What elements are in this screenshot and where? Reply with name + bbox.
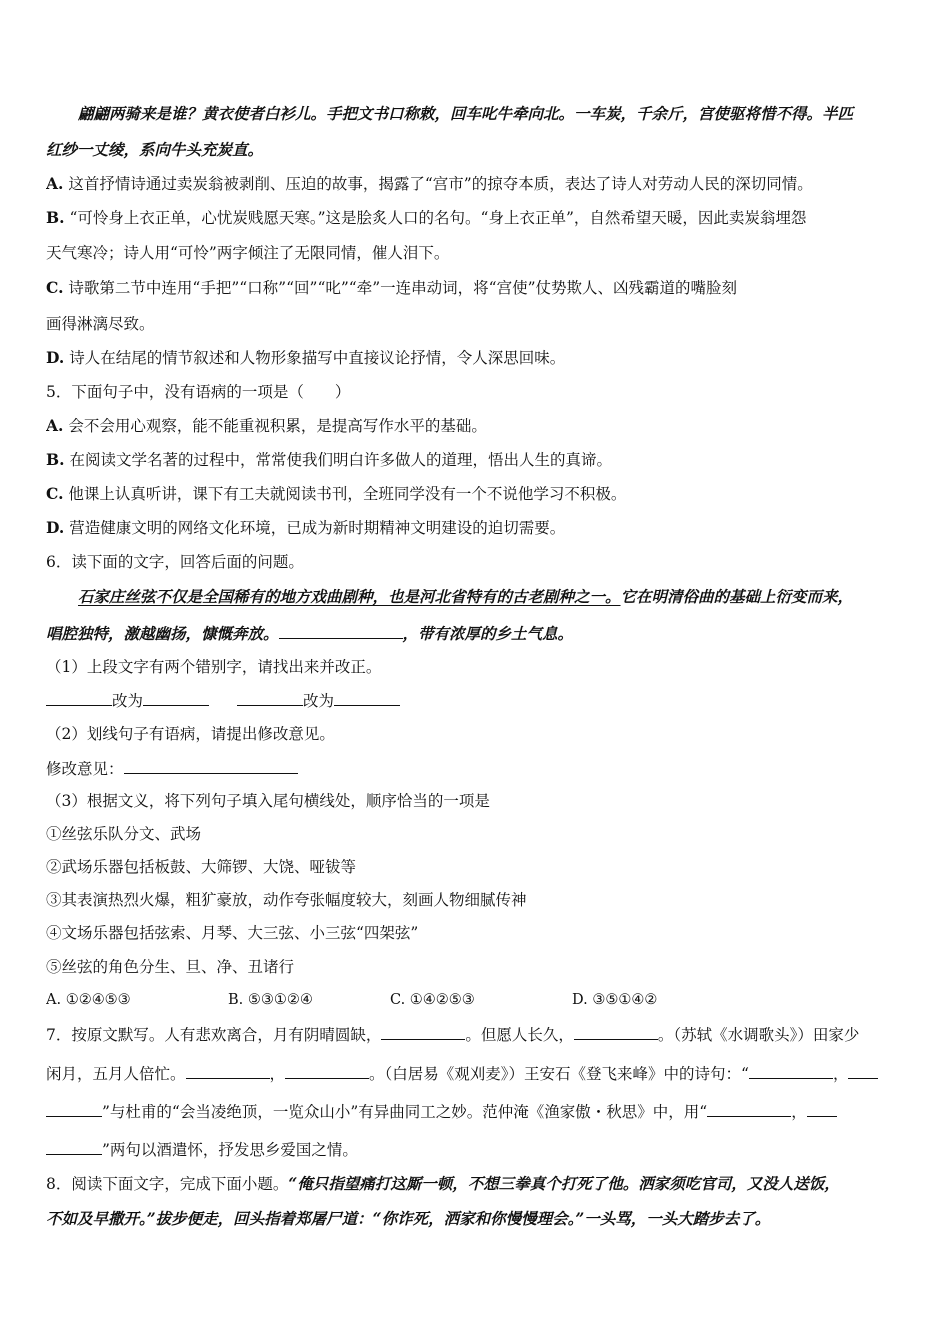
q7-blank-2[interactable] bbox=[574, 1023, 658, 1040]
q5-option-c: C. 他课上认真听讲，课下有工夫就阅读书刊，全班同学没有一个不说他学习不积极。 bbox=[46, 484, 627, 503]
q7-blank-1[interactable] bbox=[381, 1023, 465, 1040]
q5-option-d: D. 营造健康文明的网络文化环境，已成为新时期精神文明建设的迫切需要。 bbox=[46, 518, 566, 537]
q6-option-b: B. ⑤③①②④ bbox=[228, 992, 313, 1008]
q6-item-5: ⑤丝弦的角色分生、旦、净、丑诸行 bbox=[46, 958, 295, 976]
q8-line-2: 不如及早撒开。”拔步便走，回头指着郑屠尸道：“你诈死，洒家和你慢慢理会。”一头骂，一头大踏步去了。 bbox=[46, 1209, 771, 1228]
q7-line-4: ”两句以酒遣怀，抒发思乡爱国之情。 bbox=[46, 1138, 908, 1161]
q5-option-a: A. 会不会用心观察，能不能重视积累，是提高写作水平的基础。 bbox=[46, 416, 487, 435]
q6-item-2: ②武场乐器包括板鼓、大筛锣、大饶、哑钹等 bbox=[46, 858, 357, 876]
q7-line-3: ”与杜甫的“会当凌绝顶，一览众山小”有异曲同工之妙。范仲淹《渔家傲・秋思》中，用“ ， bbox=[46, 1100, 908, 1123]
q6-options bbox=[46, 989, 908, 1011]
q6-revise: 修改意见： bbox=[46, 757, 908, 780]
q7-blank-6a[interactable] bbox=[848, 1062, 878, 1079]
q7-blank-6b[interactable] bbox=[46, 1100, 102, 1117]
q6-option-c: C. ①④②⑤③ bbox=[390, 992, 475, 1008]
q6-underlined-sentence: 石家庄丝弦不仅是全国稀有的地方戏曲剧种，也是河北省特有的古老剧种之一。 bbox=[78, 587, 621, 606]
q6-typo-2-blank[interactable] bbox=[237, 689, 303, 706]
q6-passage-line-1: 石家庄丝弦不仅是全国稀有的地方戏曲剧种，也是河北省特有的古老剧种之一。它在明清俗曲的基础上衍变而来， bbox=[78, 587, 854, 606]
q7-blank-3[interactable] bbox=[186, 1062, 270, 1079]
q7-line-2: 闲月，五月人倍忙。 ， 。（白居易《观刈麦》）王安石《登飞来峰》中的诗句：“ ， bbox=[46, 1062, 908, 1085]
poem-line-2: 红纱一丈绫，系向牛头充炭直。 bbox=[46, 140, 264, 159]
q6-revise-blank[interactable] bbox=[124, 757, 298, 774]
poem-line-1: 翩翩两骑来是谁？黄衣使者白衫儿。手把文书口称敕，回车叱牛牵向北。一车炭，千余斤，宫使驱将惜不得。半匹 bbox=[78, 104, 854, 123]
q6-sub-1: （1）上段文字有两个错别字，请找出来并改正。 bbox=[46, 658, 382, 676]
q7-blank-8b[interactable] bbox=[46, 1138, 102, 1155]
q6-passage-line-2: 唱腔独特，激越幽扬，慷慨奔放。 ，带有浓厚的乡土气息。 bbox=[46, 624, 574, 643]
q7-blank-5[interactable] bbox=[749, 1062, 833, 1079]
q6-sub-2: （2）划线句子有语病，请提出修改意见。 bbox=[46, 725, 335, 743]
q6-sub-1-answers: 改为 改为 bbox=[46, 689, 908, 712]
q6-item-4: ④文场乐器包括弦索、月琴、大三弦、小三弦“四架弦” bbox=[46, 924, 419, 942]
q8-line-1: 8．阅读下面文字，完成下面小题。“俺只指望痛打这厮一顿，不想三拳真个打死了他。洒家须吃官司，又没人送饭， bbox=[46, 1174, 840, 1193]
q6-item-3: ③其表演热烈火爆，粗犷豪放，动作夸张幅度较大，刻画人物细腻传神 bbox=[46, 891, 527, 909]
q6-sub-3: （3）根据文义，将下列句子填入尾句横线处，顺序恰当的一项是 bbox=[46, 792, 490, 810]
q6-option-a: A. ①②④⑤③ bbox=[46, 992, 131, 1008]
q7-blank-8a[interactable] bbox=[807, 1100, 837, 1117]
q6-fix-1-blank[interactable] bbox=[143, 689, 209, 706]
q6-item-1: ①丝弦乐队分文、武场 bbox=[46, 825, 202, 843]
q4-option-c-cont: 画得淋漓尽致。 bbox=[46, 315, 155, 333]
q6-fix-2-blank[interactable] bbox=[334, 689, 400, 706]
q6-option-d: D. ③⑤①④② bbox=[572, 992, 658, 1008]
q7-blank-4[interactable] bbox=[285, 1062, 369, 1079]
q7-line-1: 7．按原文默写。人有悲欢离合，月有阴晴圆缺， 。但愿人长久， 。（苏轼《水调歌头》）田家少 bbox=[46, 1023, 908, 1046]
q5-stem: 5．下面句子中，没有语病的一项是（ ） bbox=[46, 383, 351, 401]
q4-option-a: A. 这首抒情诗通过卖炭翁被剥削、压迫的故事，揭露了“宫市”的掠夺本质，表达了诗人对劳动人民的深切同情。 bbox=[46, 174, 813, 193]
q4-option-d: D. 诗人在结尾的情节叙述和人物形象描写中直接议论抒情，令人深思回味。 bbox=[46, 348, 566, 367]
q4-option-b: B. “可怜身上衣正单，心忧炭贱愿天寒。”这是脍炙人口的名句。“身上衣正单”，自然希望天暖，因此卖炭翁埋怨 bbox=[46, 208, 807, 227]
q6-fill-blank[interactable] bbox=[279, 622, 403, 639]
q5-option-b: B. 在阅读文学名著的过程中，常常使我们明白许多做人的道理，悟出人生的真谛。 bbox=[46, 450, 612, 469]
q6-stem: 6．读下面的文字，回答后面的问题。 bbox=[46, 553, 304, 571]
q4-option-c: C. 诗歌第二节中连用“手把”“口称”“回”“叱”“牵”一连串动词，将“宫使”仗势欺人、凶残霸道的嘴脸刻 bbox=[46, 278, 737, 297]
q7-blank-7[interactable] bbox=[707, 1100, 791, 1117]
q4-option-b-cont: 天气寒冷；诗人用“可怜”两字倾注了无限同情，催人泪下。 bbox=[46, 244, 450, 262]
q6-typo-1-blank[interactable] bbox=[46, 689, 112, 706]
